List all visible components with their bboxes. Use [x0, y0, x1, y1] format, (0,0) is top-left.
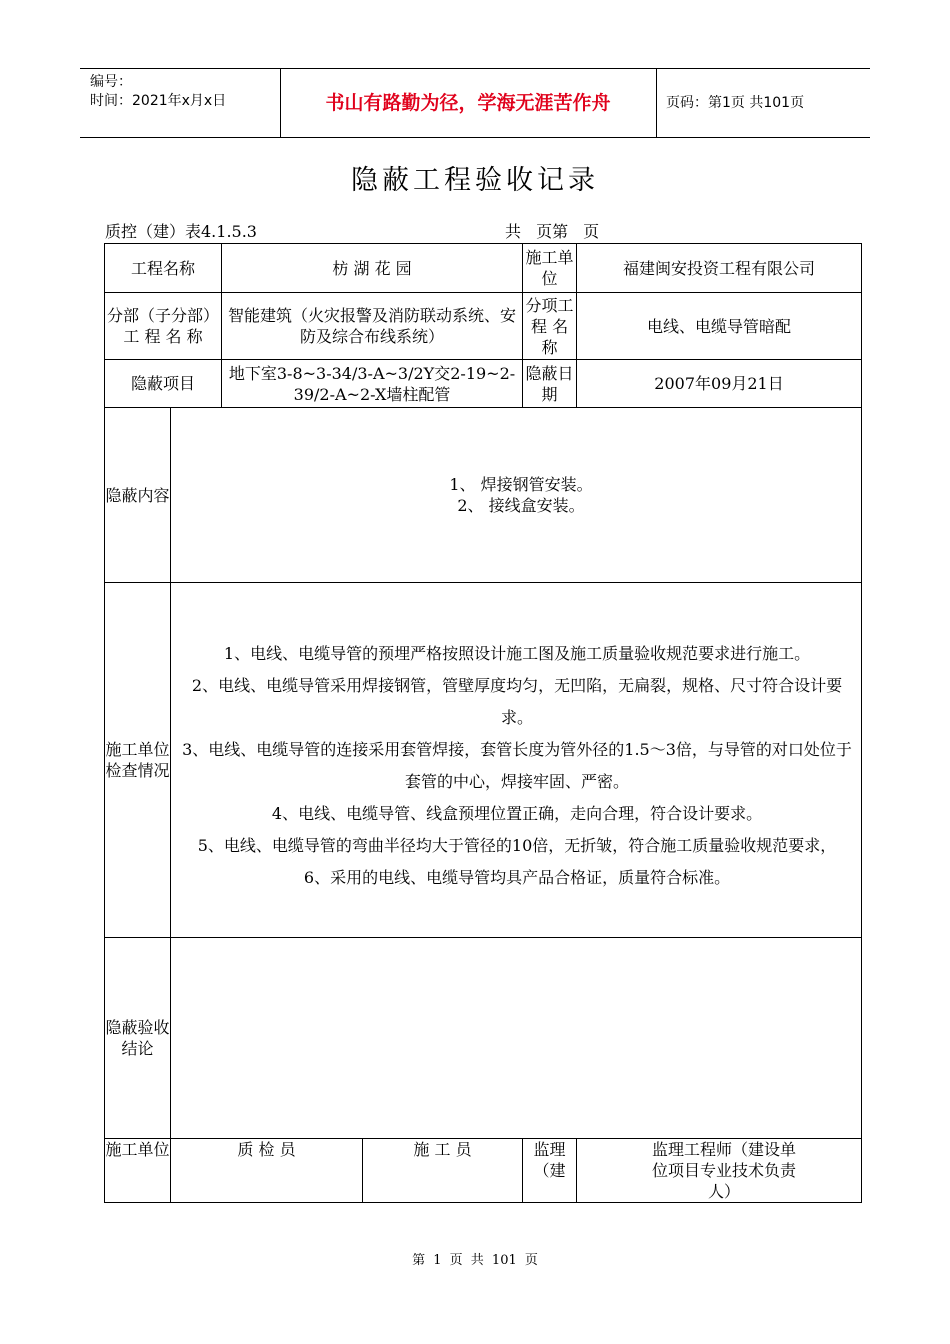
hidden-item: 地下室3-8~3-34/3-A~3/2Y交2-19~2-39/2-A~2-X墙柱配管 — [222, 360, 523, 408]
check-item: 1、电线、电缆导管的预埋严格按照设计施工图及施工质量验收规范要求进行施工。 — [223, 644, 811, 663]
content-item: 1、 焊接钢管安装。 — [449, 475, 593, 494]
hidden-date-label: 隐蔽日期 — [523, 360, 577, 408]
content-list — [171, 408, 862, 583]
subitem-label: 分项工程 名 称 — [523, 293, 577, 360]
subdivision-name: 智能建筑（火灾报警及消防联动系统、安防及综合布线系统） — [222, 293, 523, 360]
check-item: 3、电线、电缆导管的连接采用套管焊接，套管长度为管外径的1.5～3倍，与导管的对口处位于套管的中心，焊接牢固、严密。 — [182, 740, 852, 791]
document-title: 隐蔽工程验收记录 — [351, 165, 599, 196]
project-name: 枋 湖 花 园 — [222, 244, 523, 293]
header-meta — [90, 73, 226, 111]
inspection-record-table — [104, 243, 862, 1203]
subdivision-label: 分部（子分部）工 程 名 称 — [105, 293, 222, 360]
header-page-label: 页码：第1页 共101页 — [666, 95, 805, 111]
document-header — [80, 68, 870, 138]
content-label: 隐蔽内容 — [105, 408, 171, 583]
contractor-name: 福建闽安投资工程有限公司 — [577, 244, 862, 293]
project-name-label: 工程名称 — [105, 244, 222, 293]
check-label: 施工单位检查情况 — [105, 583, 171, 938]
check-item: 6、采用的电线、电缆导管均具产品合格证，质量符合标准。 — [303, 868, 731, 887]
hidden-item-label: 隐蔽项目 — [105, 360, 222, 408]
header-motto: 书山有路勤为径，学海无涯苦作舟 — [325, 92, 611, 114]
number-label: 编号： — [90, 74, 132, 90]
form-code: 质控（建）表4.1.5.3 — [105, 222, 257, 241]
conclusion-area — [171, 938, 862, 1139]
sign-unit-label: 施工单位 — [105, 1139, 171, 1203]
hidden-date: 2007年09月21日 — [577, 360, 862, 408]
header-divider — [656, 69, 657, 137]
worker-label: 施 工 员 — [363, 1139, 523, 1203]
time-label: 时间：2021年x月x日 — [90, 93, 227, 109]
content-item: 2、 接线盒安装。 — [457, 496, 585, 515]
check-item: 5、电线、电缆导管的弯曲半径均大于管径的10倍，无折皱，符合施工质量验收规范要求， — [197, 836, 837, 855]
check-item: 2、电线、电缆导管采用焊接钢管，管壁厚度均匀，无凹陷，无扁裂，规格、尺寸符合设计要求。 — [191, 676, 843, 727]
subitem-name: 电线、电缆导管暗配 — [577, 293, 862, 360]
page-count: 共 页第 页 — [505, 222, 600, 241]
supervisor-label: 监理（建 — [523, 1139, 577, 1203]
check-list — [171, 583, 862, 938]
page-footer: 第 1 页 共 101 页 — [412, 1253, 538, 1268]
engineer-label: 监理工程师（建设单位项目专业技术负责人） — [577, 1139, 862, 1203]
check-item: 4、电线、电缆导管、线盒预埋位置正确，走向合理，符合设计要求。 — [271, 804, 763, 823]
contractor-label: 施工单位 — [523, 244, 577, 293]
inspector-label: 质 检 员 — [171, 1139, 363, 1203]
conclusion-label: 隐蔽验收结论 — [105, 938, 171, 1139]
